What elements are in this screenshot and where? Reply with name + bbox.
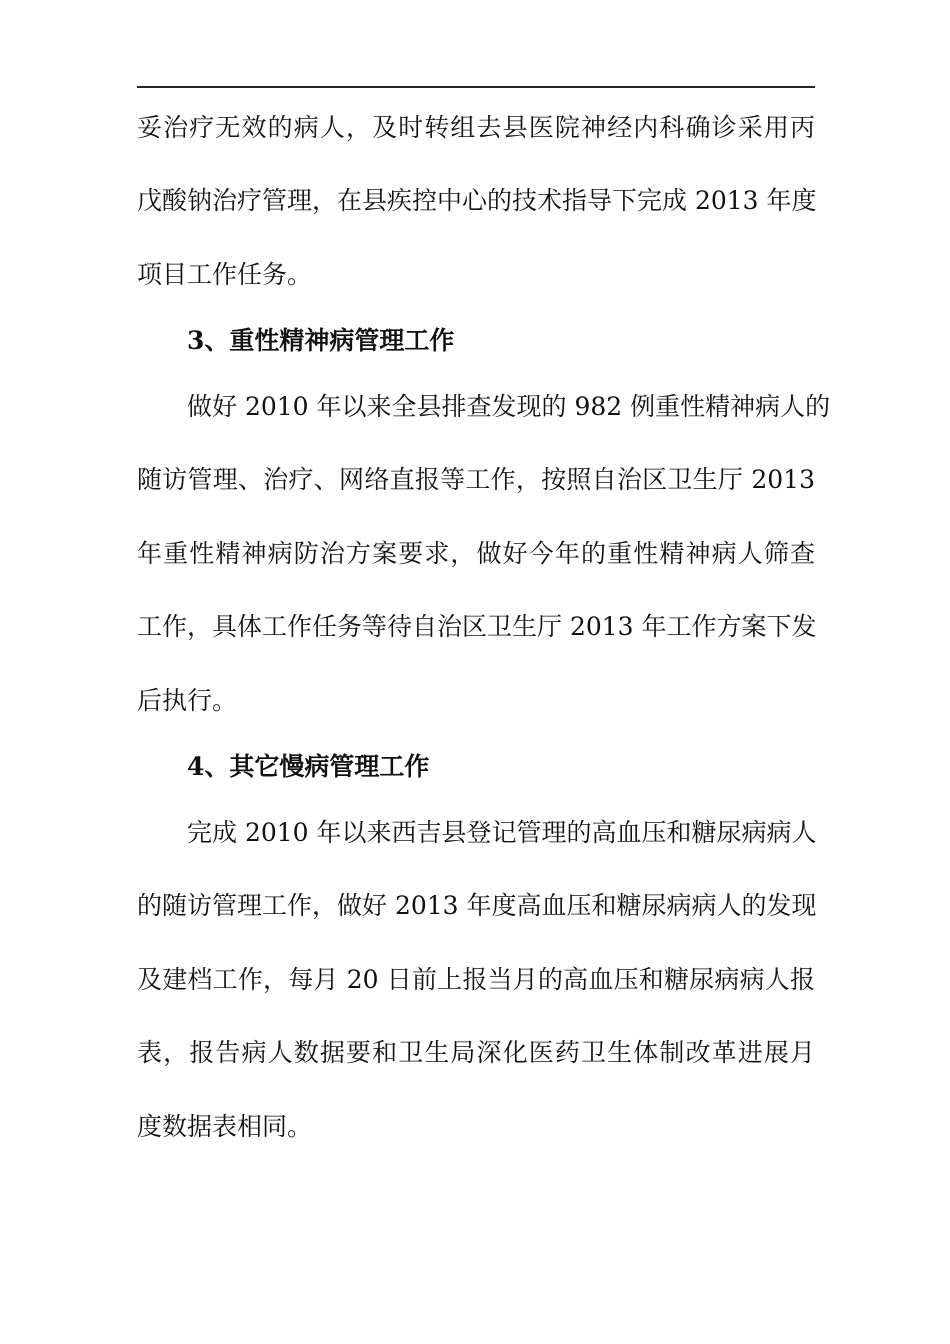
- header-rule: [137, 86, 815, 88]
- paragraph-line: 项目工作任务。: [137, 260, 313, 289]
- paragraph-line: 妥治疗无效的病人，及时转组去县医院神经内科确诊采用丙: [137, 113, 815, 142]
- paragraph-line: 后执行。: [137, 686, 238, 715]
- paragraph-line: 度数据表相同。: [137, 1112, 313, 1141]
- section-heading-3: 3、重性精神病管理工作: [187, 326, 455, 355]
- paragraph-line: 年重性精神病防治方案要求，做好今年的重性精神病人筛查: [137, 539, 815, 568]
- paragraph-line: 做好 2010 年以来全县排查发现的 982 例重性精神病人的: [187, 392, 831, 421]
- paragraph-line: 及建档工作，每月 20 日前上报当月的高血压和糖尿病病人报: [137, 965, 815, 994]
- paragraph-line: 完成 2010 年以来西吉县登记管理的高血压和糖尿病病人: [187, 818, 817, 847]
- section-heading-4: 4、其它慢病管理工作: [187, 752, 430, 781]
- paragraph-line: 表，报告病人数据要和卫生局深化医药卫生体制改革进展月: [137, 1038, 815, 1067]
- paragraph-line: 戊酸钠治疗管理，在县疾控中心的技术指导下完成 2013 年度: [137, 186, 817, 215]
- paragraph-line: 工作，具体工作任务等待自治区卫生厅 2013 年工作方案下发: [137, 612, 817, 641]
- paragraph-line: 随访管理、治疗、网络直报等工作，按照自治区卫生厅 2013: [137, 465, 815, 494]
- paragraph-line: 的随访管理工作，做好 2013 年度高血压和糖尿病病人的发现: [137, 891, 817, 920]
